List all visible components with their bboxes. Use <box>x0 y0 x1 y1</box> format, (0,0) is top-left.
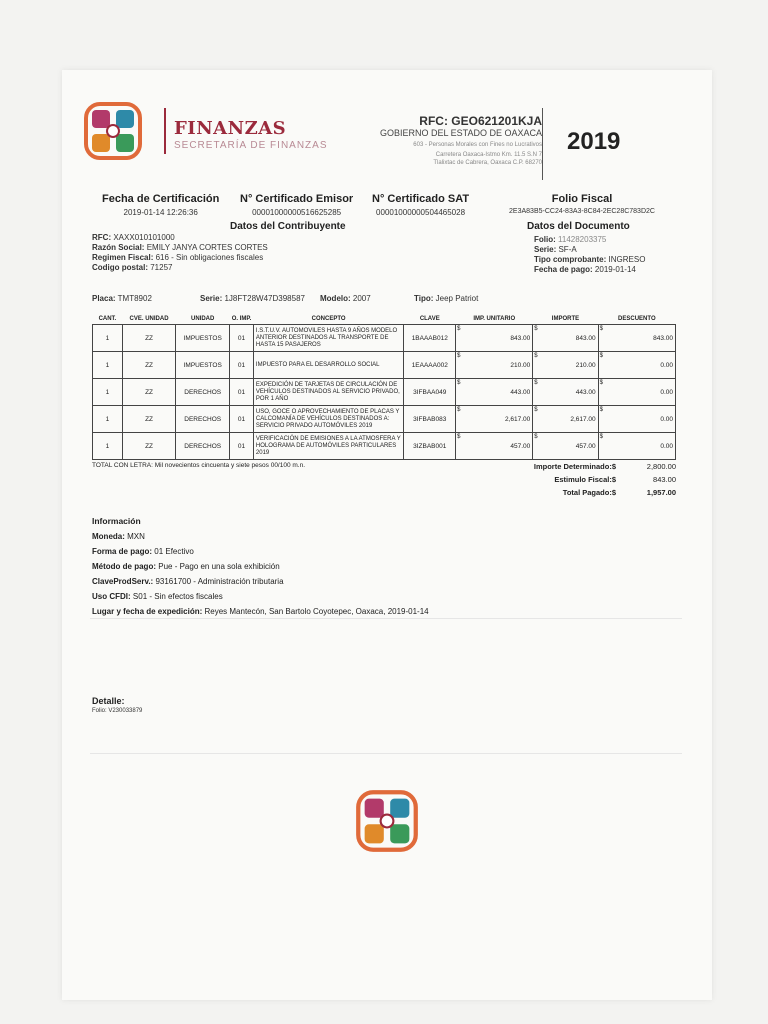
currency-symbol: $ <box>534 434 538 440</box>
cell-imp-unitario <box>456 406 533 433</box>
cell-descuento <box>598 433 675 460</box>
cell-concepto: IMPUESTO PARA EL DESARROLLO SOCIAL <box>253 352 403 379</box>
cell-importe <box>533 406 598 433</box>
cell-unidad: DERECHOS <box>176 433 230 460</box>
documento-title: Datos del Documento <box>527 221 630 232</box>
currency-symbol: $ <box>534 407 538 413</box>
cell-concepto: I.S.T.U.V. AUTOMOVILES HASTA 9 AÑOS MODELO ANTERIOR DESTINADOS AL TRANSPORTE DE HASTA 15 PASAJEROS <box>253 325 403 352</box>
currency-symbol: $ <box>599 326 603 332</box>
cell-concepto: USO, GOCE O APROVECHAMIENTO DE PLACAS Y CALCOMANÍA DE VEHÍCULOS DESTINADOS A: SERVICIO PRIVADO AUTOMÓVILES 2019 <box>253 406 403 433</box>
table-row <box>93 325 676 352</box>
currency-symbol: $ <box>534 353 538 359</box>
currency-symbol: $ <box>457 326 461 332</box>
info-lugar-fecha: Lugar y fecha de expedición: Reyes Mantecón, San Bartolo Coyotepec, Oaxaca, 2019-01-14 <box>92 607 429 616</box>
cell-imp-unitario <box>456 325 533 352</box>
currency-symbol: $ <box>534 380 538 386</box>
cell-cant: 1 <box>93 406 123 433</box>
info-metodo-pago: Método de pago: Pue - Pago en una sola exhibición <box>92 562 280 571</box>
col-header: IMP. UNITARIO <box>473 316 516 322</box>
table-header-row <box>93 314 676 325</box>
informacion-block <box>92 514 429 619</box>
col-header: CANT. <box>98 316 117 322</box>
table-row <box>93 352 676 379</box>
amount-value: 443.00 <box>575 388 596 396</box>
currency-symbol: $ <box>599 407 603 413</box>
cell-cant: 1 <box>93 325 123 352</box>
issuer-regimen: 603 - Personas Morales con Fines no Lucrativos <box>413 142 542 148</box>
amount-value: 843.00 <box>575 334 596 342</box>
detalle-block <box>92 696 142 714</box>
issuer-address: Carretera Oaxaca-Istmo Km. 11.5 S.N 7 Tlalixtac de Cabrera, Oaxaca C.P. 68270 <box>433 152 542 166</box>
info-moneda: Moneda: MXN <box>92 532 145 541</box>
cell-clave: 3IFBAA049 <box>404 379 456 406</box>
amount-value: 2,617.00 <box>570 415 596 423</box>
cell-cve-unidad: ZZ <box>122 406 175 433</box>
issuer-block <box>367 114 542 167</box>
amount-value: 0.00 <box>660 415 673 423</box>
amount-value: 2,617.00 <box>504 415 531 423</box>
total-con-letra: TOTAL CON LETRA: Mil novecientos cincuenta y siete pesos 00/100 m.n. <box>92 462 306 469</box>
detalle-folio: Folio: V230033879 <box>92 708 143 714</box>
brand-subtitle: SECRETARÍA DE FINANZAS <box>174 140 328 151</box>
cell-o-imp: 01 <box>230 433 254 460</box>
informacion-title: Información <box>92 516 141 526</box>
currency-symbol: $ <box>599 380 603 386</box>
col-header: DESCUENTO <box>618 316 656 322</box>
brand-divider <box>164 108 166 154</box>
contribuyente-title: Datos del Contribuyente <box>230 221 346 232</box>
cell-o-imp: 01 <box>230 325 254 352</box>
info-divider <box>90 618 682 619</box>
cell-imp-unitario <box>456 379 533 406</box>
cell-o-imp: 01 <box>230 352 254 379</box>
currency-symbol: $ <box>457 407 461 413</box>
table-row <box>93 433 676 460</box>
cell-imp-unitario <box>456 352 533 379</box>
issuer-name: GOBIERNO DEL ESTADO DE OAXACA <box>379 128 542 138</box>
amount-value: 0.00 <box>660 442 673 450</box>
cert-folio-fiscal: Folio Fiscal 2E3A83B5-CC24-83A3-8C84-2EC28C783D2C <box>509 193 655 215</box>
cell-clave: 3IFBAB083 <box>404 406 456 433</box>
currency-symbol: $ <box>457 434 461 440</box>
col-header: IMPORTE <box>551 316 580 322</box>
cell-unidad: IMPUESTOS <box>176 325 230 352</box>
currency-symbol: $ <box>457 380 461 386</box>
cell-concepto: EXPEDICIÓN DE TARJETAS DE CIRCULACIÓN DE VEHÍCULOS DESTINADOS AL SERVICIO PRIVADO, POR 1 AÑO <box>253 379 403 406</box>
vehicle-modelo: Modelo: 2007 <box>320 294 371 303</box>
info-forma-pago: Forma de pago: 01 Efectivo <box>92 547 194 556</box>
detalle-divider <box>90 753 682 754</box>
table-row <box>93 406 676 433</box>
currency-symbol: $ <box>599 353 603 359</box>
col-header: CONCEPTO <box>311 316 346 322</box>
oaxaca-logo-bottom-icon <box>354 788 420 854</box>
brand-block <box>174 118 328 151</box>
amount-value: 210.00 <box>510 361 531 369</box>
items-body <box>93 325 676 460</box>
cert-sat: N° Certificado SAT 00001000000504465028 <box>372 193 470 217</box>
amount-value: 843.00 <box>653 334 673 342</box>
cert-fecha: Fecha de Certificación 2019-01-14 12:26:36 <box>102 193 220 217</box>
total-pagado-row: Total Pagado:$ 1,957.00 <box>562 488 676 497</box>
documento-block: Folio: 11428203375 Serie: SF-A Tipo comprobante: INGRESO Fecha de pago: 2019-01-14 <box>534 235 646 274</box>
vehicle-placa: Placa: TMT8902 <box>92 294 152 303</box>
cert-emisor: N° Certificado Emisor 00001000000516625285 <box>240 193 354 217</box>
cell-clave: 1BAAAB012 <box>404 325 456 352</box>
cell-cve-unidad: ZZ <box>122 379 175 406</box>
cell-unidad: IMPUESTOS <box>176 352 230 379</box>
cell-cve-unidad: ZZ <box>122 433 175 460</box>
cell-o-imp: 01 <box>230 379 254 406</box>
vehicle-tipo: Tipo: Jeep Patriot <box>414 294 479 303</box>
vehicle-serie: Serie: 1J8FT28W47D398587 <box>200 294 305 303</box>
items-table <box>92 314 676 460</box>
cell-cve-unidad: ZZ <box>122 352 175 379</box>
amount-value: 443.00 <box>510 388 531 396</box>
document-page <box>62 70 712 1000</box>
issuer-rfc: RFC: GEO621201KJA <box>419 114 542 128</box>
cell-importe <box>533 433 598 460</box>
cell-cve-unidad: ZZ <box>122 325 175 352</box>
cell-o-imp: 01 <box>230 406 254 433</box>
cell-descuento <box>598 406 675 433</box>
cell-cant: 1 <box>93 379 123 406</box>
cell-unidad: DERECHOS <box>176 406 230 433</box>
amount-value: 843.00 <box>510 334 531 342</box>
cell-importe <box>533 379 598 406</box>
total-determinado-row: Importe Determinado:$ 2,800.00 <box>533 462 676 471</box>
cell-importe <box>533 325 598 352</box>
cell-imp-unitario <box>456 433 533 460</box>
cell-cant: 1 <box>93 352 123 379</box>
brand-title: FINANZAS <box>174 118 287 139</box>
cell-importe <box>533 352 598 379</box>
col-header: UNIDAD <box>191 316 215 322</box>
cell-clave: 3IZBAB001 <box>404 433 456 460</box>
total-estimulo-row: Estimulo Fiscal:$ 843.00 <box>554 475 676 484</box>
currency-symbol: $ <box>534 326 538 332</box>
amount-value: 457.00 <box>575 442 596 450</box>
cell-descuento <box>598 379 675 406</box>
amount-value: 0.00 <box>660 361 673 369</box>
info-uso-cfdi: Uso CFDI: S01 - Sin efectos fiscales <box>92 592 223 601</box>
cell-descuento <box>598 352 675 379</box>
cell-clave: 1EAAAA002 <box>404 352 456 379</box>
totals-block <box>496 460 676 499</box>
amount-value: 210.00 <box>575 361 596 369</box>
detalle-title: Detalle: <box>92 696 125 706</box>
year-label: 2019 <box>567 128 621 155</box>
cell-concepto: VERIFICACIÓN DE EMISIONES A LA ATMOSFERA Y HOLOGRAMA DE AUTOMÓVILES PARTICULARES 2019 <box>253 433 403 460</box>
table-row <box>93 379 676 406</box>
amount-value: 457.00 <box>510 442 531 450</box>
amount-value: 0.00 <box>660 388 673 396</box>
col-header: O. IMP. <box>231 316 252 322</box>
cell-unidad: DERECHOS <box>176 379 230 406</box>
col-header: CLAVE <box>419 316 440 322</box>
cell-cant: 1 <box>93 433 123 460</box>
col-header: CVE. UNIDAD <box>129 316 169 322</box>
info-clave-prod: ClaveProdServ.: 93161700 - Administración tributaria <box>92 577 284 586</box>
header-divider <box>542 108 543 180</box>
oaxaca-logo-icon <box>82 100 144 162</box>
cell-descuento <box>598 325 675 352</box>
currency-symbol: $ <box>457 353 461 359</box>
currency-symbol: $ <box>599 434 603 440</box>
contribuyente-block: RFC: XAXX010101000 Razón Social: EMILY JANYA CORTES CORTES Regimen Fiscal: 616 - Sin obligaciones fiscales Codigo postal: 71257 <box>92 233 268 272</box>
